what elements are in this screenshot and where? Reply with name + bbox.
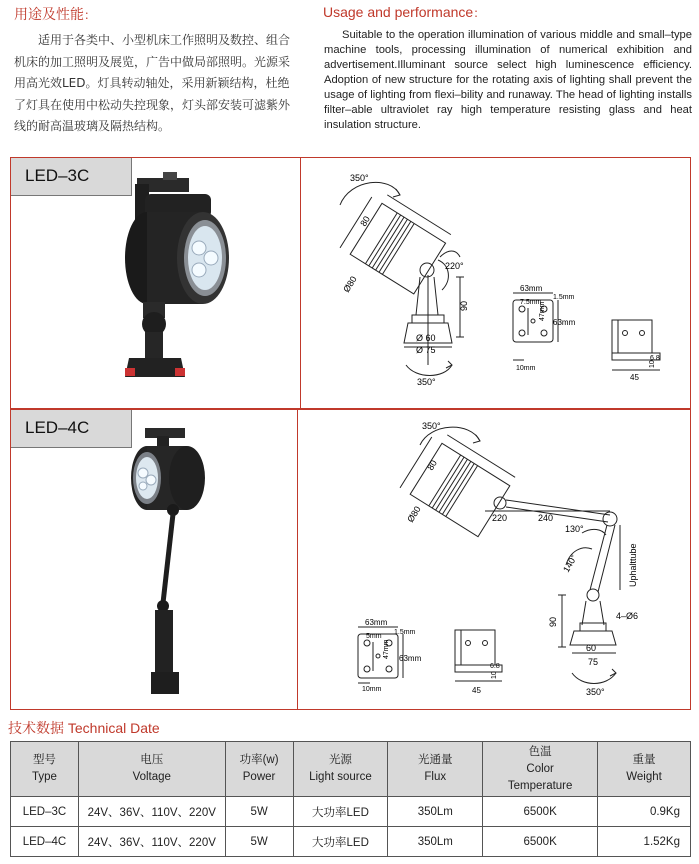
usage-heading-cn: 用途及性能：: [14, 6, 98, 22]
cell-light-source: 大功率LED: [293, 827, 388, 857]
header-light-source: 光源 Light source: [293, 742, 388, 797]
dim-height: 90: [459, 300, 469, 311]
dim-diameter: Ø80: [405, 504, 423, 525]
dim-arm-2: 240: [538, 513, 554, 523]
plate-width: 63mm: [365, 618, 388, 627]
plate-height: 63mm: [399, 654, 422, 663]
header-power: 功率(w) Power: [225, 742, 293, 797]
dim-tilt: 220°: [445, 261, 464, 271]
header-color-temperature: 色温 Color Temperature: [483, 742, 598, 797]
dim-angle-2: 140°: [561, 552, 580, 574]
cell-type: LED–4C: [11, 827, 79, 857]
bracket-thickness-1: 6.8: [650, 355, 660, 362]
dim-base-b: Ø 75: [416, 345, 436, 355]
dim-height: 90: [548, 616, 558, 627]
cell-voltage: 24V、36V、110V、220V: [78, 797, 225, 827]
plate-margin: 1.5mm: [553, 294, 575, 301]
cell-light-source: 大功率LED: [293, 797, 388, 827]
plate-edge: 10mm: [362, 686, 382, 693]
dim-rotate-bottom: 350°: [417, 377, 436, 387]
usage-text-cn: 适用于各类中、小型机床工作照明及数控、组合机床的加工照明及展览，广告中做局部照明。光源采用高光效LED。灯具转动轴处，采用新颖结构，杜绝了灯具在使用中松动失控现象，灯头部安装可滤紫外线的耐高温玻璃及隔热结构。: [14, 33, 291, 133]
usage-text-en: Suitable to the operation illumination of various middle and small–type machine tools, processing illumination of numerical exhibition and advertisement.Illuminant source select high luminescence efficiency. Adoption of new structure for the rotating axis of lighting shall prevent the usage of lighting from flexi–bility and runaway. The head of lighting installs filter–able ultraviolet ray high temperature resisting glass and heat insulation structure.: [324, 29, 692, 131]
dim-base-b: 75: [588, 657, 599, 667]
dim-length: 80: [425, 458, 440, 473]
tech-data-title: 技术数据 Technical Date: [8, 720, 160, 736]
plate-width: 63mm: [520, 284, 543, 293]
plate-hole: 5mm: [366, 633, 382, 640]
bracket-width: 45: [630, 373, 639, 382]
cell-voltage: 24V、36V、110V、220V: [78, 827, 225, 857]
cell-weight: 0.9Kg: [598, 797, 691, 827]
dim-rotate-top: 350°: [422, 421, 441, 431]
dim-base-a: Ø 60: [416, 333, 436, 343]
dim-length: 80: [358, 214, 373, 229]
model-tab-led-3c: LED–3C: [11, 158, 132, 196]
table-row: [11, 827, 691, 857]
cell-power: 5W: [225, 797, 293, 827]
dim-arm-1: 220: [492, 513, 508, 523]
dimension-drawing-led-4c: [320, 415, 680, 705]
dim-angle-1: 130°: [565, 524, 584, 534]
plate-edge: 10mm: [516, 365, 536, 372]
cell-power: 5W: [225, 827, 293, 857]
bracket-thickness-2: 10: [649, 360, 656, 368]
plate-hole: 7.5mm: [520, 299, 542, 306]
cell-flux: 350Lm: [388, 797, 483, 827]
dimension-drawing-led-3c: [320, 165, 680, 400]
header-voltage: 电压 Voltage: [78, 742, 225, 797]
lamp-photo-led-4c: [125, 428, 225, 703]
table-row: [11, 797, 691, 827]
header-type: 型号 Type: [11, 742, 79, 797]
dim-rotate-top: 350°: [350, 173, 369, 183]
panel-divider: [300, 157, 301, 409]
table-header-row: [11, 742, 691, 797]
plate-slot: 47mm: [383, 639, 390, 659]
usage-heading-en: Usage and performance：: [323, 4, 487, 20]
lamp-photo-led-3c: [105, 172, 245, 387]
model-tab-led-4c: LED–4C: [11, 410, 132, 448]
bracket-width: 45: [472, 686, 481, 695]
panel-divider: [297, 409, 298, 710]
cell-flux: 350Lm: [388, 827, 483, 857]
header-weight: 重量 Weight: [598, 742, 691, 797]
bracket-thickness-2: 10: [491, 671, 498, 679]
dim-tube: Uphalttube: [628, 543, 638, 587]
bracket-thickness-1: 6.8: [490, 663, 500, 670]
cell-color-temperature: 6500K: [483, 827, 598, 857]
plate-slot: 47mm: [539, 301, 546, 321]
cell-type: LED–3C: [11, 797, 79, 827]
dim-base-a: 60: [586, 643, 597, 653]
dim-hole: 4–Ø6: [616, 611, 639, 621]
plate-margin: 1.5mm: [394, 629, 416, 636]
header-flux: 光通量 Flux: [388, 742, 483, 797]
cell-color-temperature: 6500K: [483, 797, 598, 827]
tech-data-table: [10, 741, 691, 857]
plate-height: 63mm: [553, 318, 576, 327]
cell-weight: 1.52Kg: [598, 827, 691, 857]
dim-rotate-bottom: 350°: [586, 687, 605, 697]
dim-diameter: Ø80: [341, 274, 359, 295]
